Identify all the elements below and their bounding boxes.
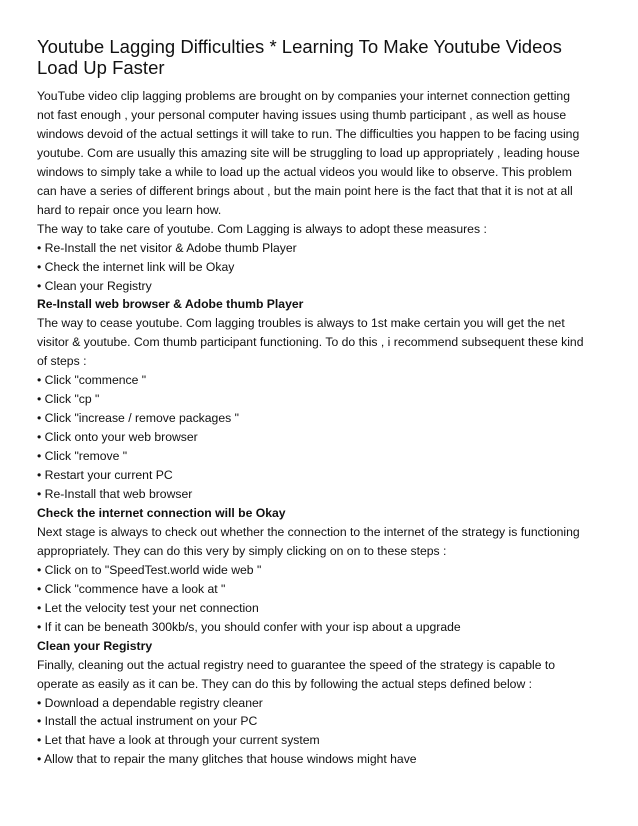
document-title-line: Load Up Faster [37, 57, 165, 78]
bullet-item: • Click "commence " [37, 373, 147, 388]
paragraph-line: visitor & youtube. Com thumb participant functioning. To do this , i recommend subsequent these kind [37, 335, 584, 350]
paragraph-line: windows devoid of the actual settings it will take to run. The difficulties you happen to be facing using [37, 126, 580, 141]
document-body [37, 87, 603, 769]
document-title [37, 36, 603, 78]
bullet-item: • Click "commence have a look at " [37, 581, 226, 596]
bullet-item: • Re-Install the net visitor & Adobe thumb Player [37, 240, 297, 255]
paragraph-line: Finally, cleaning out the actual registry need to guarantee the speed of the strategy is capable to [37, 657, 556, 672]
bullet-item: • Click "cp " [37, 392, 100, 407]
bullet-item: • Let that have a look at through your current system [37, 733, 320, 748]
bullet-item: • If it can be beneath 300kb/s, you should confer with your isp about a upgrade [37, 619, 461, 634]
section-heading: Re-Install web browser & Adobe thumb Player [37, 297, 304, 312]
section-heading: Check the internet connection will be Okay [37, 505, 286, 520]
document-page [37, 36, 603, 769]
bullet-item: • Click "remove " [37, 449, 128, 464]
paragraph-line: of steps : [37, 354, 87, 369]
bullet-item: • Click on to "SpeedTest.world wide web " [37, 562, 262, 577]
paragraph-line: windows to simply take a while to load up the actual videos you would like to observe. This problem [37, 164, 572, 179]
bullet-item: • Check the internet link will be Okay [37, 259, 235, 274]
paragraph-line: not fast enough , your personal computer having issues using thumb participant , as well as house [37, 107, 567, 122]
bullet-item: • Click onto your web browser [37, 430, 198, 445]
bullet-item: • Restart your current PC [37, 468, 173, 483]
paragraph-line: YouTube video clip lagging problems are brought on by companies your internet connection getting [37, 89, 570, 103]
section-heading: Clean your Registry [37, 638, 153, 653]
bullet-item: • Allow that to repair the many glitches that house windows might have [37, 752, 417, 767]
paragraph-line: hard to repair once you learn how. [37, 202, 222, 217]
bullet-item: • Let the velocity test your net connection [37, 600, 259, 615]
paragraph-line: youtube. Com are usually this amazing site will be struggling to load up appropriately , leading house [37, 145, 580, 160]
bullet-item: • Click "increase / remove packages " [37, 411, 239, 426]
bullet-item: • Clean your Registry [37, 278, 152, 293]
paragraph-line: appropriately. They can do this very by simply clicking on on to these steps : [37, 543, 447, 558]
paragraph-line: The way to take care of youtube. Com Lagging is always to adopt these measures : [37, 221, 487, 236]
paragraph-line: The way to cease youtube. Com lagging troubles is always to 1st make certain you will get the net [37, 316, 565, 331]
bullet-item: • Install the actual instrument on your PC [37, 714, 258, 729]
paragraph-line: can have a series of different brings about , but the main point here is the fact that that it is not at all [37, 183, 573, 198]
document-title-line: Youtube Lagging Difficulties * Learning To Make Youtube Videos [37, 36, 562, 57]
bullet-item: • Download a dependable registry cleaner [37, 695, 263, 710]
paragraph-line: operate as easily as it can be. They can do this by following the actual steps defined below : [37, 676, 533, 691]
paragraph-line: Next stage is always to check out whether the connection to the internet of the strategy is functioning [37, 524, 580, 539]
bullet-item: • Re-Install that web browser [37, 487, 193, 502]
